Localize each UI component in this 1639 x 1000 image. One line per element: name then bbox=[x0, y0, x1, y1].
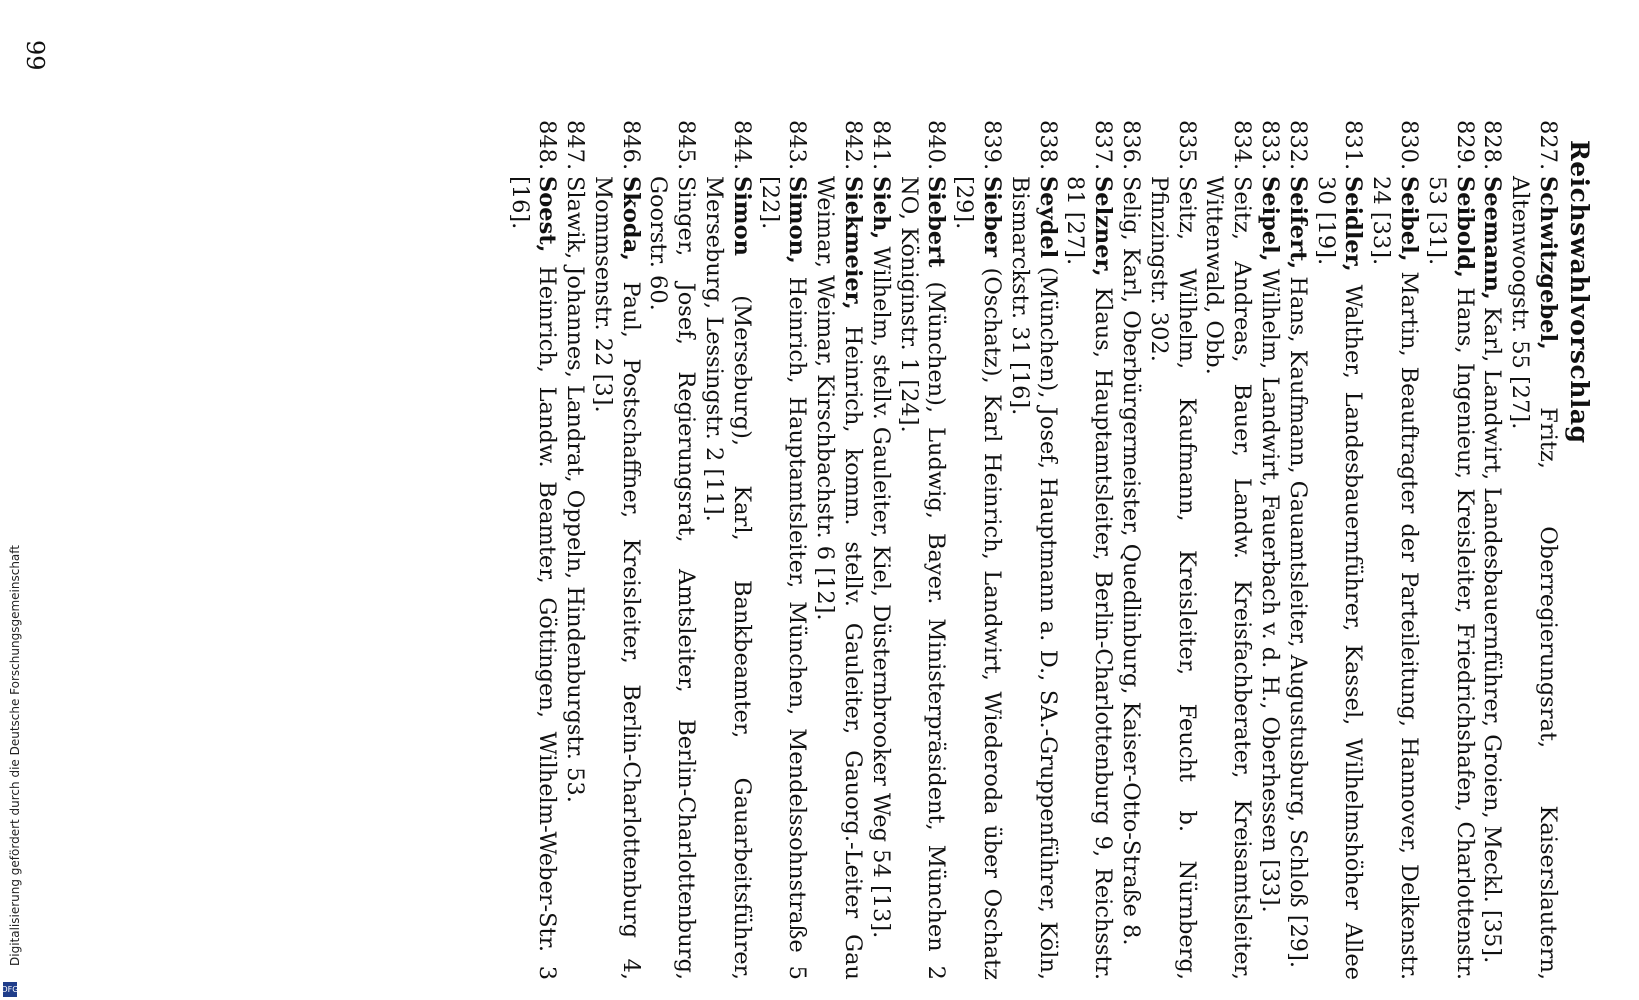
entry-body bbox=[1255, 176, 1283, 980]
list-item bbox=[560, 120, 588, 980]
entry-body bbox=[894, 176, 950, 980]
entry-text: (Oschatz), Karl Heinrich, Landwirt, Wiederoda über Oschatz [29]. bbox=[951, 176, 1006, 980]
entry-number: 841. bbox=[867, 120, 894, 171]
list-item bbox=[866, 120, 894, 980]
page-number: 99 bbox=[21, 40, 49, 71]
entry-text: Singer, Josef, Regierungsrat, Amtsleiter, Berlin-Charlottenburg, Goorstr. 60. bbox=[645, 176, 700, 980]
list-item bbox=[1311, 120, 1367, 980]
list-item bbox=[1144, 120, 1200, 980]
entry-number: 837. bbox=[1090, 120, 1117, 171]
entry-name: Siebert bbox=[923, 176, 950, 268]
list-item bbox=[1200, 120, 1256, 980]
list-item bbox=[810, 120, 866, 980]
entry-body bbox=[1283, 176, 1311, 980]
entry-text: (München), Josef, Hauptmann a. D., SA.-Gruppenführer, Köln, Bismarckstr. 31 [16]. bbox=[1006, 176, 1061, 980]
page-header: Reichswahlvorschlag bbox=[1565, 140, 1594, 444]
list-item bbox=[1478, 120, 1506, 980]
entry-number: 840. bbox=[923, 120, 950, 171]
list-item bbox=[894, 120, 950, 980]
entry-body bbox=[1061, 176, 1117, 980]
entry-body bbox=[949, 176, 1005, 980]
entry-number: 831. bbox=[1340, 120, 1367, 171]
entry-body bbox=[1505, 176, 1561, 980]
entry-text: (Merseburg), Karl, Bankbeamter, Gauarbeitsführer, Merseburg, Lessingstr. 2 [11]. bbox=[701, 176, 755, 980]
entry-number: 833. bbox=[1257, 120, 1284, 171]
entry-name: Seifert, bbox=[1284, 176, 1311, 270]
entry-name: Sieber bbox=[979, 176, 1006, 258]
entry-number: 828. bbox=[1479, 120, 1506, 171]
entry-text: Fritz, Oberregierungsrat, Kaiserslautern, Altenwoogstr. 55 [27]. bbox=[1507, 176, 1561, 980]
entry-name: Simon, bbox=[784, 176, 811, 264]
list-item bbox=[644, 120, 700, 980]
entry-name: Seemann, bbox=[1479, 176, 1506, 300]
entry-number: 843. bbox=[784, 120, 811, 171]
entry-name: Skoda, bbox=[617, 176, 644, 261]
entry-text: Seitz, Andreas, Bauer, Landw. Kreisfachberater, Kreisamtsleiter, Wittenwald, Obb. bbox=[1201, 176, 1256, 980]
entry-number: 847. bbox=[562, 120, 589, 171]
list-item bbox=[588, 120, 644, 980]
entry-number: 842. bbox=[840, 120, 867, 171]
entry-body bbox=[1200, 176, 1256, 980]
entry-name: Simon bbox=[728, 176, 755, 256]
entry-number: 846. bbox=[617, 120, 644, 171]
entry-body bbox=[1311, 176, 1367, 980]
entry-text: (München), Ludwig, Bayer. Ministerpräsident, München 2 NO, Königinstr. 1 [24]. bbox=[895, 176, 950, 980]
entry-text: Hans, Kaufmann, Gauamtsleiter, Augustusburg, Schloß [29]. bbox=[1284, 276, 1311, 969]
entry-name: Seidler, bbox=[1340, 176, 1367, 272]
entry-body bbox=[755, 176, 811, 980]
entry-body bbox=[1422, 176, 1478, 980]
entry-text: Hans, Ingenieur, Kreisleiter, Friedrichshafen, Charlottenstr. 53 [31]. bbox=[1423, 176, 1478, 980]
list-item bbox=[755, 120, 811, 980]
entry-body bbox=[644, 176, 700, 980]
entry-body bbox=[588, 176, 644, 980]
entry-number: 832. bbox=[1284, 120, 1311, 171]
entry-name: Seibel, bbox=[1396, 176, 1423, 262]
list-item bbox=[505, 120, 561, 980]
list-item bbox=[1116, 120, 1144, 980]
funding-note: Digitalisierung gefördert durch die Deutsche Forschungsgemeinschaft bbox=[8, 544, 22, 966]
entry-body bbox=[560, 176, 588, 980]
list-item bbox=[1422, 120, 1478, 980]
list-item bbox=[949, 120, 1005, 980]
entry-body bbox=[866, 176, 894, 980]
entry-text: Seitz, Wilhelm, Kaufmann, Kreisleiter, Feucht b. Nürnberg, Pfinzingstr. 302. bbox=[1145, 176, 1200, 980]
entry-name: Schwitzgebel, bbox=[1535, 176, 1561, 350]
entry-body bbox=[1144, 176, 1200, 980]
entry-name: Seydel bbox=[1034, 176, 1061, 259]
entry-name: Sieh, bbox=[867, 176, 894, 240]
entry-text: Martin, Beauftragter der Parteileitung, Hannover, Delkenstr. 24 [33]. bbox=[1368, 176, 1423, 980]
entry-number: 845. bbox=[673, 120, 700, 171]
entry-name: Selzner, bbox=[1090, 176, 1117, 277]
entry-body bbox=[1366, 176, 1422, 980]
entry-number: 829. bbox=[1451, 120, 1478, 171]
entry-name: Seibold, bbox=[1451, 176, 1478, 278]
entry-number: 830. bbox=[1396, 120, 1423, 171]
list-item bbox=[1061, 120, 1117, 980]
entry-number: 835. bbox=[1173, 120, 1200, 171]
entry-text: Karl, Landwirt, Landesbauernführer, Groien, Meckl. [35]. bbox=[1479, 306, 1506, 964]
dfg-logo-icon: DFG bbox=[3, 982, 17, 997]
entry-number: 834. bbox=[1229, 120, 1256, 171]
entry-name: Seipel, bbox=[1257, 176, 1284, 262]
entry-body bbox=[1478, 176, 1506, 980]
entry-text: Slawik, Johannes, Landrat, Oppeln, Hindenburgstr. 53. bbox=[562, 176, 589, 803]
list-item bbox=[1005, 120, 1061, 980]
entry-text: Walther, Landesbauernführer, Kassel, Wilhelmshöher Allee 30 [19]. bbox=[1312, 176, 1367, 980]
entry-number: 839. bbox=[979, 120, 1006, 171]
entry-text: Paul, Postschaffner, Kreisleiter, Berlin-Charlottenburg 4, Mommsenstr. 22 [3]. bbox=[589, 176, 644, 980]
entry-body bbox=[1005, 176, 1061, 980]
list-item bbox=[1283, 120, 1311, 980]
entry-number: 836. bbox=[1118, 120, 1145, 171]
entry-name: Siekmeier, bbox=[840, 176, 867, 310]
list-item bbox=[1255, 120, 1283, 980]
entry-text: Selig, Karl, Oberbürgermeister, Quedlinburg, Kaiser-Otto-Straße 8. bbox=[1118, 176, 1145, 946]
entry-number: 827. bbox=[1535, 120, 1561, 171]
entry-text: Heinrich, komm. stellv. Gauleiter, Gauorg.-Leiter Gau Weimar, Weimar, Kirschbachstr. 6 [12]. bbox=[812, 176, 867, 980]
entry-number: 838. bbox=[1034, 120, 1061, 171]
entry-body bbox=[505, 176, 561, 980]
entry-text: Wilhelm, Landwirt, Fauerbach v. d. H., Oberhessen [33]. bbox=[1257, 268, 1284, 913]
entry-text: Heinrich, Hauptamtsleiter, München, Mendelssohnstraße 5 [22]. bbox=[756, 176, 811, 980]
list-item bbox=[1366, 120, 1422, 980]
entry-list bbox=[505, 120, 1561, 980]
entry-text: Wilhelm, stellv. Gauleiter, Kiel, Düsternbrooker Weg 54 [13]. bbox=[867, 246, 894, 939]
list-item bbox=[1505, 120, 1561, 980]
list-item bbox=[699, 120, 755, 980]
entry-body bbox=[1116, 176, 1144, 980]
entry-text: Heinrich, Landw. Beamter, Göttingen, Wilhelm-Weber-Str. 3 [16]. bbox=[506, 176, 561, 981]
entry-body bbox=[810, 176, 866, 980]
entry-name: Soest, bbox=[534, 176, 561, 253]
entry-text: Klaus, Hauptamtsleiter, Berlin-Charlottenburg 9, Reichsstr. 81 [27]. bbox=[1062, 176, 1117, 981]
entry-number: 848. bbox=[534, 120, 561, 171]
entry-number: 844. bbox=[728, 120, 755, 171]
entry-body bbox=[699, 176, 755, 980]
